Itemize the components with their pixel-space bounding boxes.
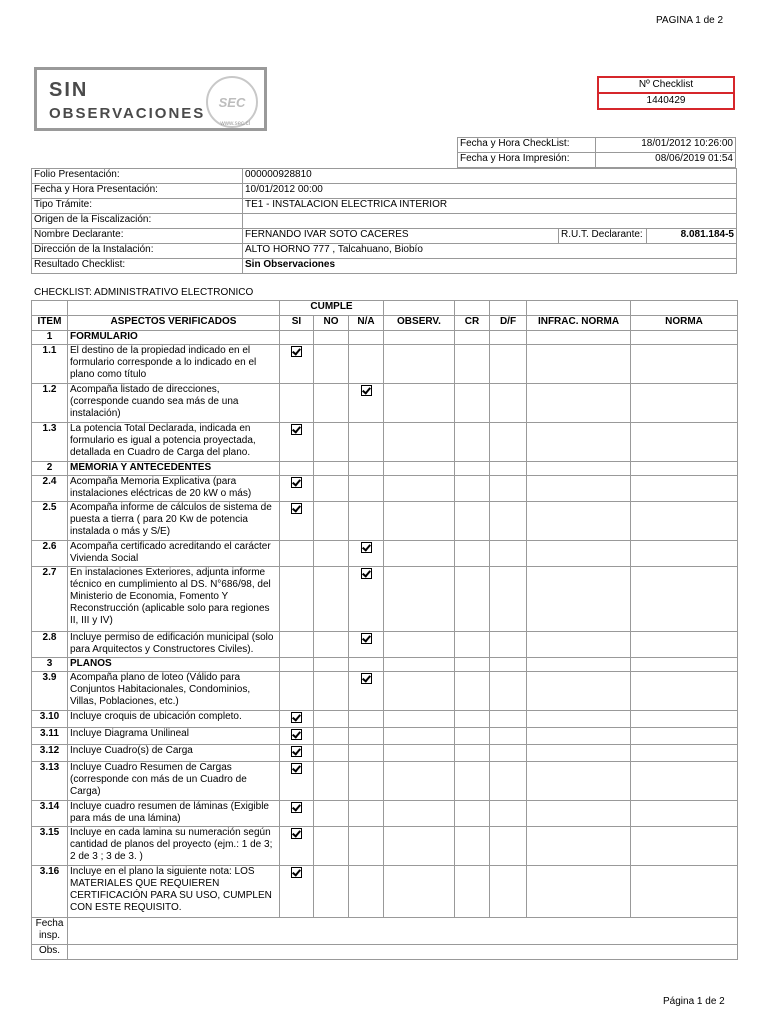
cell-si xyxy=(280,672,314,711)
row-text: Incluye croquis de ubicación completo. xyxy=(68,711,280,728)
checked-checkbox-icon xyxy=(291,867,302,878)
cell-na xyxy=(349,384,384,423)
row-text: En instalaciones Exteriores, adjunta informe técnico en cumplimiento al DS. N°686/98, del Ministerio de Economia, Fomento Y Reconstrucción (aplicable solo para regiones II, III y IV) xyxy=(68,567,280,632)
cell-norma xyxy=(631,827,738,866)
status-logo xyxy=(34,67,267,131)
cell-si xyxy=(280,745,314,762)
row-item: 2 xyxy=(32,462,68,476)
table-row xyxy=(32,632,738,658)
checklist-number-value: 1440429 xyxy=(597,94,735,110)
cell-no xyxy=(314,345,349,384)
row-item: 3.13 xyxy=(32,762,68,801)
cell-infrac xyxy=(527,711,631,728)
cell-df xyxy=(490,345,527,384)
cell-norma xyxy=(631,728,738,745)
cell-cr xyxy=(455,502,490,541)
cell-na xyxy=(349,476,384,502)
fecha-impresion-label: Fecha y Hora Impresión: xyxy=(458,153,596,168)
cell-df xyxy=(490,476,527,502)
row-item: 1.3 xyxy=(32,423,68,462)
checked-checkbox-icon xyxy=(291,828,302,839)
obs-label: Obs. xyxy=(32,945,68,960)
cell-df xyxy=(490,711,527,728)
cell-observ xyxy=(384,541,455,567)
cell-observ xyxy=(384,384,455,423)
cell-df xyxy=(490,745,527,762)
cell-cr xyxy=(455,423,490,462)
cell-infrac xyxy=(527,462,631,476)
cell-observ xyxy=(384,827,455,866)
cell-na xyxy=(349,745,384,762)
cell-no xyxy=(314,567,349,632)
checked-checkbox-icon xyxy=(291,424,302,435)
cell-si xyxy=(280,384,314,423)
table-row xyxy=(32,728,738,745)
cell-na xyxy=(349,672,384,711)
cell-observ xyxy=(384,658,455,672)
section-row xyxy=(32,331,738,345)
cell-norma xyxy=(631,502,738,541)
table-row xyxy=(32,476,738,502)
cell-cr xyxy=(455,658,490,672)
tipo-value: TE1 - INSTALACION ELECTRICA INTERIOR xyxy=(243,199,737,214)
header-cr: CR xyxy=(455,316,490,331)
cell-si xyxy=(280,658,314,672)
header-aspectos: ASPECTOS VERIFICADOS xyxy=(68,316,280,331)
cell-no xyxy=(314,801,349,827)
origen-label: Origen de la Fiscalización: xyxy=(32,214,243,229)
cell-infrac xyxy=(527,801,631,827)
fecha-insp-label: Fecha insp. xyxy=(32,918,68,945)
row-text: Incluye cuadro resumen de láminas (Exigible para más de una lámina) xyxy=(68,801,280,827)
cell-infrac xyxy=(527,672,631,711)
row-text: MEMORIA Y ANTECEDENTES xyxy=(68,462,280,476)
sec-seal-icon: SEC xyxy=(206,76,258,128)
cell-df xyxy=(490,827,527,866)
header-blank-3 xyxy=(384,301,455,316)
cell-norma xyxy=(631,462,738,476)
header-blank-2 xyxy=(68,301,280,316)
cell-cr xyxy=(455,866,490,918)
info-table xyxy=(31,168,737,274)
cell-cr xyxy=(455,541,490,567)
cell-norma xyxy=(631,711,738,728)
cell-no xyxy=(314,866,349,918)
cell-no xyxy=(314,423,349,462)
nombre-label: Nombre Declarante: xyxy=(32,229,243,244)
cell-cr xyxy=(455,384,490,423)
cell-cr xyxy=(455,672,490,711)
cell-cr xyxy=(455,462,490,476)
cell-na xyxy=(349,762,384,801)
cell-na xyxy=(349,423,384,462)
cell-no xyxy=(314,658,349,672)
checklist-title: CHECKLIST: ADMINISTRATIVO ELECTRONICO xyxy=(34,287,254,298)
cell-no xyxy=(314,762,349,801)
row-item: 3.11 xyxy=(32,728,68,745)
cell-si xyxy=(280,711,314,728)
cell-observ xyxy=(384,745,455,762)
cell-si xyxy=(280,801,314,827)
table-row xyxy=(32,866,738,918)
dates-table xyxy=(457,137,736,168)
checked-checkbox-icon xyxy=(291,802,302,813)
cell-cr xyxy=(455,827,490,866)
cell-si xyxy=(280,345,314,384)
cell-observ xyxy=(384,711,455,728)
cell-df xyxy=(490,567,527,632)
cell-na xyxy=(349,502,384,541)
cell-si xyxy=(280,423,314,462)
fecha-pres-label: Fecha y Hora Presentación: xyxy=(32,184,243,199)
cell-norma xyxy=(631,384,738,423)
row-item: 1 xyxy=(32,331,68,345)
header-infrac: INFRAC. NORMA xyxy=(527,316,631,331)
cell-na xyxy=(349,331,384,345)
checked-checkbox-icon xyxy=(361,568,372,579)
cell-no xyxy=(314,502,349,541)
header-na: N/A xyxy=(349,316,384,331)
direccion-label: Dirección de la Instalación: xyxy=(32,244,243,259)
cell-observ xyxy=(384,801,455,827)
fecha-checklist-value: 18/01/2012 10:26:00 xyxy=(596,138,736,153)
cell-no xyxy=(314,745,349,762)
cell-si xyxy=(280,728,314,745)
cell-cr xyxy=(455,331,490,345)
table-row xyxy=(32,423,738,462)
header-item: ITEM xyxy=(32,316,68,331)
checked-checkbox-icon xyxy=(291,763,302,774)
cell-na xyxy=(349,632,384,658)
table-row xyxy=(32,345,738,384)
cell-si xyxy=(280,476,314,502)
cell-norma xyxy=(631,801,738,827)
logo-line1: SIN xyxy=(49,79,89,101)
row-text: Acompaña plano de loteo (Válido para Conjuntos Habitacionales, Condominios, Villas, Poblaciones, etc.) xyxy=(68,672,280,711)
row-text: El destino de la propiedad indicado en el formulario corresponde a lo indicado en el plano como título xyxy=(68,345,280,384)
header-si: SI xyxy=(280,316,314,331)
cell-observ xyxy=(384,462,455,476)
row-text: Acompaña listado de direcciones, (corresponde cuando sea más de una instalación) xyxy=(68,384,280,423)
cell-infrac xyxy=(527,476,631,502)
cell-no xyxy=(314,711,349,728)
cell-infrac xyxy=(527,728,631,745)
cell-cr xyxy=(455,632,490,658)
cell-cr xyxy=(455,801,490,827)
row-item: 3.15 xyxy=(32,827,68,866)
row-text: Acompaña informe de cálculos de sistema de puesta a tierra ( para 20 Kw de potencia instalada o más y S/E) xyxy=(68,502,280,541)
cell-infrac xyxy=(527,502,631,541)
cell-observ xyxy=(384,866,455,918)
cell-cr xyxy=(455,745,490,762)
checklist-rows xyxy=(32,331,738,918)
row-item: 2.8 xyxy=(32,632,68,658)
cell-df xyxy=(490,384,527,423)
cell-observ xyxy=(384,567,455,632)
cell-si xyxy=(280,827,314,866)
cell-observ xyxy=(384,476,455,502)
cell-cr xyxy=(455,345,490,384)
fecha-checklist-label: Fecha y Hora CheckList: xyxy=(458,138,596,153)
header-observ: OBSERV. xyxy=(384,316,455,331)
cell-cr xyxy=(455,762,490,801)
cell-no xyxy=(314,541,349,567)
cell-infrac xyxy=(527,827,631,866)
row-item: 1.2 xyxy=(32,384,68,423)
cell-no xyxy=(314,672,349,711)
tipo-label: Tipo Trámite: xyxy=(32,199,243,214)
cell-na xyxy=(349,345,384,384)
origen-value xyxy=(243,214,737,229)
row-text: Incluye Cuadro Resumen de Cargas (corresponde con más de un Cuadro de Carga) xyxy=(68,762,280,801)
cell-no xyxy=(314,462,349,476)
header-cumple: CUMPLE xyxy=(280,301,384,316)
cell-infrac xyxy=(527,658,631,672)
checked-checkbox-icon xyxy=(291,746,302,757)
row-text: Acompaña certificado acreditando el carácter Vivienda Social xyxy=(68,541,280,567)
cell-si xyxy=(280,762,314,801)
section-row xyxy=(32,658,738,672)
cell-norma xyxy=(631,632,738,658)
cell-df xyxy=(490,658,527,672)
cell-norma xyxy=(631,476,738,502)
checked-checkbox-icon xyxy=(291,477,302,488)
table-row xyxy=(32,801,738,827)
cell-infrac xyxy=(527,423,631,462)
cell-no xyxy=(314,384,349,423)
checked-checkbox-icon xyxy=(361,633,372,644)
cell-infrac xyxy=(527,567,631,632)
cell-cr xyxy=(455,728,490,745)
cell-si xyxy=(280,502,314,541)
cell-df xyxy=(490,728,527,745)
rut-label: R.U.T. Declarante: xyxy=(559,229,647,244)
cell-na xyxy=(349,711,384,728)
table-row xyxy=(32,384,738,423)
cell-norma xyxy=(631,567,738,632)
header-df: D/F xyxy=(490,316,527,331)
cell-df xyxy=(490,801,527,827)
cell-df xyxy=(490,866,527,918)
section-row xyxy=(32,462,738,476)
nombre-value: FERNANDO IVAR SOTO CACERES xyxy=(243,229,559,244)
row-item: 3.14 xyxy=(32,801,68,827)
logo-line2: OBSERVACIONES xyxy=(49,105,206,122)
checked-checkbox-icon xyxy=(361,542,372,553)
table-row xyxy=(32,711,738,728)
cell-observ xyxy=(384,672,455,711)
page-number-bottom: Página 1 de 2 xyxy=(663,996,725,1007)
row-item: 3.12 xyxy=(32,745,68,762)
cell-na xyxy=(349,827,384,866)
cell-no xyxy=(314,632,349,658)
cell-cr xyxy=(455,711,490,728)
cell-observ xyxy=(384,632,455,658)
checklist-number-box xyxy=(597,76,735,110)
obs-value xyxy=(68,945,738,960)
cell-observ xyxy=(384,331,455,345)
fecha-impresion-value: 08/06/2019 01:54 xyxy=(596,153,736,168)
cell-infrac xyxy=(527,384,631,423)
header-blank-1 xyxy=(32,301,68,316)
row-item: 2.7 xyxy=(32,567,68,632)
cell-df xyxy=(490,502,527,541)
cell-infrac xyxy=(527,345,631,384)
row-item: 3 xyxy=(32,658,68,672)
resultado-label: Resultado Checklist: xyxy=(32,259,243,274)
cell-observ xyxy=(384,423,455,462)
table-row xyxy=(32,827,738,866)
cell-infrac xyxy=(527,541,631,567)
row-item: 2.6 xyxy=(32,541,68,567)
row-item: 3.16 xyxy=(32,866,68,918)
cell-observ xyxy=(384,728,455,745)
row-item: 1.1 xyxy=(32,345,68,384)
cell-norma xyxy=(631,745,738,762)
cell-cr xyxy=(455,567,490,632)
checklist-number-label: Nº Checklist xyxy=(597,76,735,94)
cell-no xyxy=(314,331,349,345)
cell-si xyxy=(280,541,314,567)
row-text: Incluye Cuadro(s) de Carga xyxy=(68,745,280,762)
checklist-table xyxy=(31,300,738,960)
cell-observ xyxy=(384,762,455,801)
cell-df xyxy=(490,541,527,567)
row-item: 3.10 xyxy=(32,711,68,728)
cell-no xyxy=(314,827,349,866)
rut-value: 8.081.184-5 xyxy=(647,229,737,244)
checked-checkbox-icon xyxy=(291,346,302,357)
table-row xyxy=(32,541,738,567)
row-text: Incluye permiso de edificación municipal (solo para Arquitectos y Constructores Civiles). xyxy=(68,632,280,658)
cell-df xyxy=(490,762,527,801)
cell-infrac xyxy=(527,632,631,658)
cell-na xyxy=(349,462,384,476)
cell-df xyxy=(490,672,527,711)
cell-si xyxy=(280,866,314,918)
cell-observ xyxy=(384,345,455,384)
row-text: Incluye en el plano la siguiente nota: LOS MATERIALES QUE REQUIEREN CERTIFICACIÓN PARA SU USO, CUMPLEN CON ESTE REQUISITO. xyxy=(68,866,280,918)
cell-si xyxy=(280,632,314,658)
cell-norma xyxy=(631,866,738,918)
cell-no xyxy=(314,476,349,502)
checked-checkbox-icon xyxy=(291,503,302,514)
cell-norma xyxy=(631,331,738,345)
fecha-pres-value: 10/01/2012 00:00 xyxy=(243,184,737,199)
cell-norma xyxy=(631,762,738,801)
cell-no xyxy=(314,728,349,745)
row-item: 2.4 xyxy=(32,476,68,502)
cell-infrac xyxy=(527,745,631,762)
cell-si xyxy=(280,462,314,476)
table-row xyxy=(32,672,738,711)
page-number-top: PAGINA 1 de 2 xyxy=(656,15,724,26)
cell-na xyxy=(349,567,384,632)
table-row xyxy=(32,745,738,762)
cell-si xyxy=(280,331,314,345)
checked-checkbox-icon xyxy=(291,729,302,740)
checked-checkbox-icon xyxy=(291,712,302,723)
logo-web: www.sec.cl xyxy=(220,121,250,127)
cell-norma xyxy=(631,658,738,672)
cell-norma xyxy=(631,345,738,384)
cell-infrac xyxy=(527,762,631,801)
header-norma: NORMA xyxy=(631,316,738,331)
table-row xyxy=(32,762,738,801)
row-item: 2.5 xyxy=(32,502,68,541)
cell-norma xyxy=(631,672,738,711)
cell-si xyxy=(280,567,314,632)
row-text: PLANOS xyxy=(68,658,280,672)
checked-checkbox-icon xyxy=(361,673,372,684)
checked-checkbox-icon xyxy=(361,385,372,396)
cell-norma xyxy=(631,541,738,567)
table-row xyxy=(32,502,738,541)
row-text: FORMULARIO xyxy=(68,331,280,345)
cell-cr xyxy=(455,476,490,502)
row-text: Incluye en cada lamina su numeración según cantidad de planos del proyecto (ejm.: 1 de 3; 2 de 3 ; 3 de 3. ) xyxy=(68,827,280,866)
cell-na xyxy=(349,801,384,827)
cell-infrac xyxy=(527,866,631,918)
table-row xyxy=(32,567,738,632)
row-item: 3.9 xyxy=(32,672,68,711)
resultado-value: Sin Observaciones xyxy=(243,259,737,274)
fecha-insp-value xyxy=(68,918,738,945)
cell-observ xyxy=(384,502,455,541)
cell-norma xyxy=(631,423,738,462)
row-text: La potencia Total Declarada, indicada en formulario es igual a potencia proyectada, detallada en Cuadro de Carga del plano. xyxy=(68,423,280,462)
cell-na xyxy=(349,866,384,918)
cell-df xyxy=(490,423,527,462)
folio-value: 000000928810 xyxy=(243,169,737,184)
folio-label: Folio Presentación: xyxy=(32,169,243,184)
cell-infrac xyxy=(527,331,631,345)
cell-na xyxy=(349,728,384,745)
cell-na xyxy=(349,541,384,567)
cell-df xyxy=(490,331,527,345)
row-text: Acompaña Memoria Explicativa (para instalaciones eléctricas de 20 kW o más) xyxy=(68,476,280,502)
header-no: NO xyxy=(314,316,349,331)
cell-na xyxy=(349,658,384,672)
cell-df xyxy=(490,462,527,476)
row-text: Incluye Diagrama Unilineal xyxy=(68,728,280,745)
cell-df xyxy=(490,632,527,658)
direccion-value: ALTO HORNO 777 , Talcahuano, Biobío xyxy=(243,244,737,259)
